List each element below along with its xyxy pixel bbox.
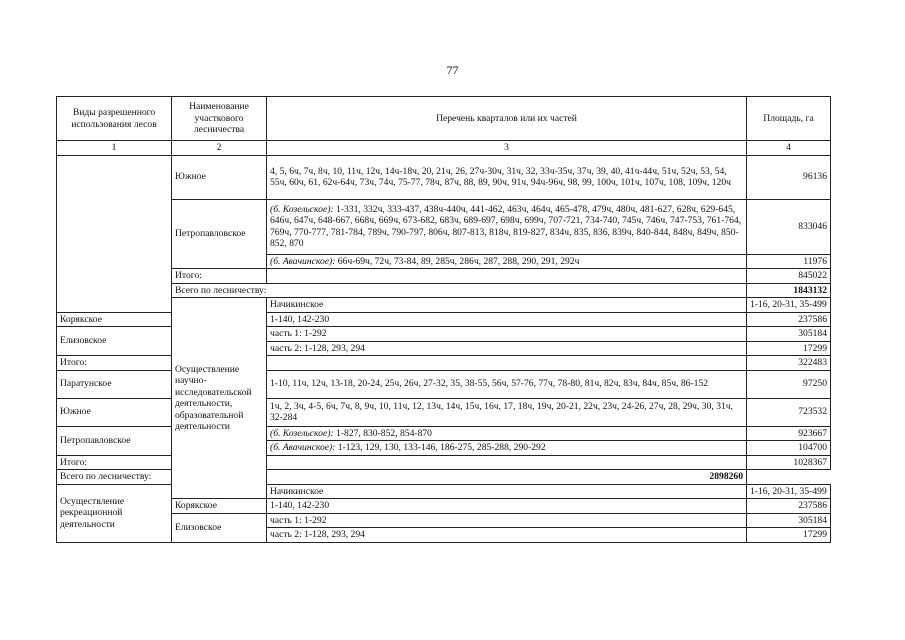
area-value: 305184 (747, 327, 831, 342)
use-type-cell: Осуществление рекреационной деятельности (57, 484, 172, 542)
forestry-name: Паратунское (57, 370, 172, 398)
use-type-cell: Осуществление научно-исследовательской деятельности, образовательной деятельности (172, 298, 267, 499)
quarters-list: часть 2: 1-128, 293, 294 (267, 528, 747, 543)
former-forestry-label: (б. Авачинское): (270, 255, 336, 267)
former-forestry-label: (б. Авачинское): (270, 442, 336, 453)
header-quarters: Перечень кварталов или их частей (267, 97, 747, 141)
total-label: Всего по лесничеству: (57, 470, 267, 485)
quarters-list: часть 2: 1-128, 293, 294 (267, 341, 747, 356)
header-forestry-name: Наименование участкового лесничества (172, 97, 267, 141)
header-use-type: Виды разрешенного использования лесов (57, 97, 172, 141)
subtotal-area: 322483 (747, 356, 831, 371)
forestry-name: Южное (172, 155, 267, 199)
subtotal-area: 1028367 (747, 455, 831, 470)
quarters-list: 1-140, 142-230 (267, 312, 747, 327)
table-header-row (57, 97, 831, 141)
table-row (57, 298, 831, 313)
subtotal-area: 845022 (747, 269, 831, 284)
forest-use-table (56, 96, 831, 543)
former-forestry-label: (б. Козельское): (270, 427, 334, 439)
table-row (57, 513, 831, 528)
column-number: 1 (57, 141, 172, 156)
area-value: 833046 (747, 199, 831, 254)
quarters-list: часть 1: 1-292 (267, 513, 747, 528)
area-value: 96136 (747, 155, 831, 199)
forestry-name: Начикинское (267, 484, 747, 499)
forestry-name: Начикинское (267, 298, 747, 313)
quarters-list: 1-16, 20-31, 35-499 (747, 298, 831, 313)
area-value: 11976 (747, 254, 831, 269)
quarters-list: 1-16, 20-31, 35-499 (747, 484, 831, 499)
area-value: 237586 (747, 499, 831, 514)
quarters-list (267, 254, 747, 269)
forestry-name: Южное (57, 398, 172, 426)
area-value: 97250 (747, 370, 831, 398)
quarters-list (267, 441, 747, 456)
area-value: 723532 (747, 398, 831, 426)
subtotal-row (57, 269, 831, 284)
use-type-cell (57, 155, 172, 312)
subtotal-label: Итого: (57, 356, 172, 371)
forestry-name: Елизовское (172, 513, 267, 542)
quarters-text: 66ч-69ч, 72ч, 73-84, 89, 285ч, 286ч, 287, 288, 290, 291, 292ч (335, 255, 580, 267)
table-row (57, 155, 831, 199)
forestry-name: Петропавловское (57, 426, 172, 455)
area-value: 305184 (747, 513, 831, 528)
area-value: 17299 (747, 341, 831, 356)
page-number: 77 (446, 63, 459, 77)
area-value: 237586 (747, 312, 831, 327)
total-row (57, 283, 831, 298)
subtotal-label: Итого: (172, 269, 267, 284)
quarters-text: 1-331, 332ч, 333-437, 438ч-440ч, 441-462, 463ч, 464ч, 465-478, 479ч, 480ч, 481-627, 628ч, 629-645, 646ч, 647ч, 648-667, 668ч, 669ч, 673-682, 683ч, 689-697, 698ч, 699ч, 707-721, 734-740, 745ч, 746ч, 747-753, 761-764, 769ч, 770-777, 781-784, 789ч, 790-797, 806ч, 807-813, 818ч, 819-827, 834ч, 835, 836, 839ч, 840-844, 848ч, 849ч, 850-852, 870 (270, 203, 742, 249)
forestry-name: Петропавловское (172, 199, 267, 269)
table-row (57, 499, 831, 514)
former-forestry-label: (б. Козельское): (270, 203, 334, 215)
total-area: 1843132 (747, 283, 831, 298)
total-label: Всего по лесничеству: (172, 283, 747, 298)
quarters-list (267, 426, 747, 441)
total-row (57, 470, 831, 485)
quarters-text: 1-123, 129, 130, 133-146, 186-275, 285-288, 290-292 (335, 442, 546, 453)
area-value: 923667 (747, 426, 831, 441)
quarters-list (267, 199, 747, 254)
quarters-list: 1-10, 11ч, 12ч, 13-18, 20-24, 25ч, 26ч, 27-32, 35, 38-55, 56ч, 57-76, 77ч, 78-80, 81ч, 82ч, 83ч, 84ч, 85ч, 86-152 (267, 370, 747, 398)
table-column-numbers-row (57, 141, 831, 156)
quarters-list: 1ч, 2, 3ч, 4-5, 6ч, 7ч, 8, 9ч, 10, 11ч, 12, 13ч, 14ч, 15ч, 16ч, 17, 18ч, 19ч, 20-21, 22ч, 23ч, 24-26, 27ч, 28, 29ч, 30, 31ч, 32-284 (267, 398, 747, 426)
quarters-text: 1-827, 830-852, 854-870 (333, 427, 432, 439)
column-number: 2 (172, 141, 267, 156)
quarters-list: часть 1: 1-292 (267, 327, 747, 342)
forestry-name: Корякское (57, 312, 172, 327)
header-area: Площадь, га (747, 97, 831, 141)
total-area: 2898260 (267, 470, 747, 485)
quarters-list: 4, 5, 6ч, 7ч, 8ч, 10, 11ч, 12ч, 14ч-18ч, 20, 21ч, 26, 27ч-30ч, 31ч, 32, 33ч-35ч, 37ч, 39, 40, 41ч-44ч, 51ч, 52ч, 53, 54, 55ч, 60ч, 61, 62ч-64ч, 73ч, 74ч, 75-77, 78ч, 87ч, 88, 89, 90ч, 91ч, 94ч-96ч, 98, 99, 100ч, 101ч, 107ч, 108, 109ч, 120ч (267, 155, 747, 199)
quarters-list: 1-140, 142-230 (267, 499, 747, 514)
forestry-name: Елизовское (57, 327, 172, 356)
column-number: 3 (267, 141, 747, 156)
subtotal-label: Итого: (57, 455, 172, 470)
area-value: 104700 (747, 441, 831, 456)
area-value: 17299 (747, 528, 831, 543)
forestry-name: Корякское (172, 499, 267, 514)
table-row (57, 199, 831, 254)
column-number: 4 (747, 141, 831, 156)
